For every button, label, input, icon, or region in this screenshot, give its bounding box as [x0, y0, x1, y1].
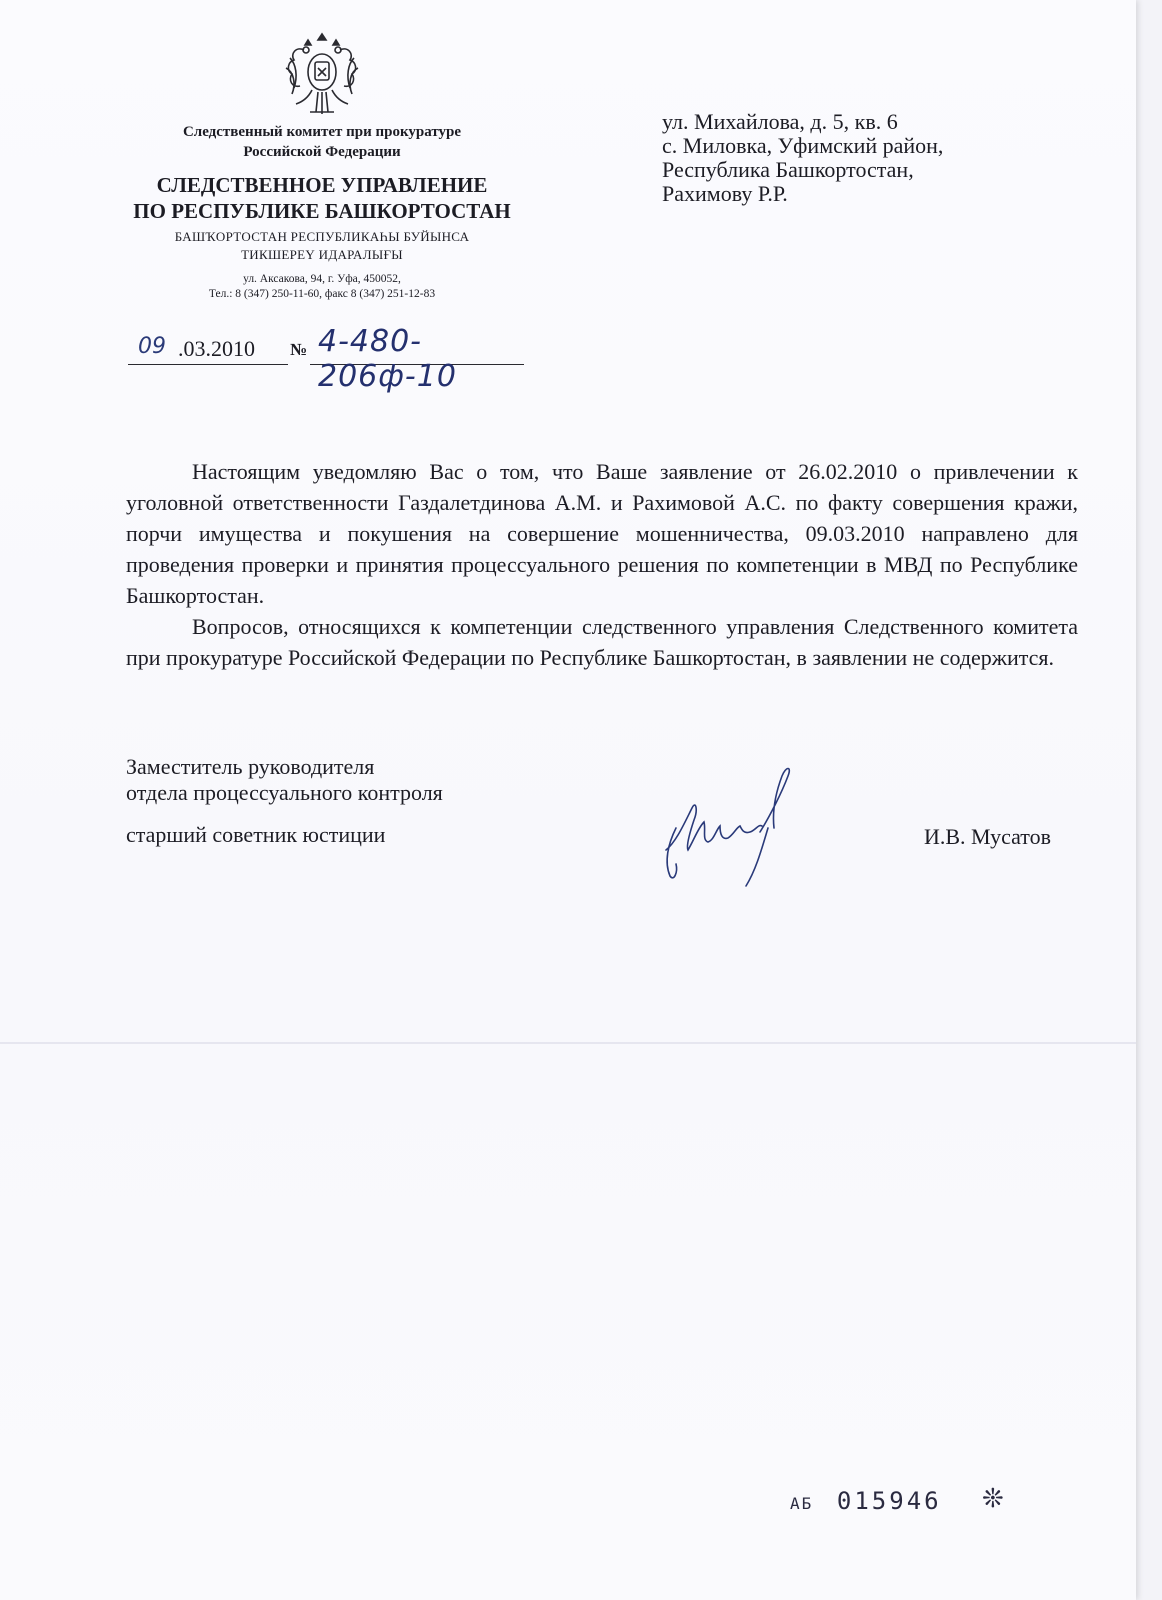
date-handwritten: 09: [138, 334, 166, 359]
sender-phones: Тел.: 8 (347) 250-11-60, факс 8 (347) 251-12-83: [208, 288, 436, 300]
signer-position: [126, 754, 443, 806]
body-paragraph-2: Вопросов, относящихся к компетенции следственного управления Следственного комитета при прокуратуре Российской Федерации по Республике Башкортостан, в заявлении не содержится.: [126, 614, 1078, 670]
body-paragraph-1: Настоящим уведомляю Вас о том, что Ваше заявление от 26.02.2010 о привлечении к уголовной ответственности Газдалетдинова А.М. и Рахимовой А.С. по факту совершения кражи, порчи имущества и покушения на совершение мошенничества, 09.03.2010 направлено для проведения проверки и принятия процессуального решения по компетенции в МВД по Республике Башкортостан.: [126, 459, 1078, 608]
sender-address: ул. Аксакова, 94, г. Уфа, 450052,: [243, 273, 401, 285]
department-heading: [110, 172, 534, 224]
registration-number: [310, 322, 524, 394]
letter-body: [126, 456, 1078, 673]
department-line-1: СЛЕДСТВЕННОЕ УПРАВЛЕНИЕ: [156, 173, 488, 197]
sender-contacts: [120, 272, 524, 302]
addressee-name: Рахимову Р.Р.: [662, 181, 788, 206]
registration-date: [128, 330, 288, 365]
signer-name: И.В. Мусатов: [924, 824, 1052, 849]
committee-name: Следственный комитет при прокуратуре: [182, 124, 462, 140]
serial-number: 015946: [836, 1487, 942, 1515]
number-handwritten: 4-480-206ф-10: [318, 324, 457, 394]
federation-name: Российской Федерации: [243, 144, 401, 160]
addressee-village: с. Миловка, Уфимский район,: [662, 133, 944, 158]
bashkir-line-1: БАШҠОРТОСТАН РЕСПУБЛИКАҺЫ БУЙЫНСА: [174, 229, 470, 244]
signer-rank: старший советник юстиции: [126, 822, 386, 847]
addressee-block: [662, 110, 943, 206]
coat-of-arms-emblem: [282, 28, 362, 120]
signer-position-line-1: Заместитель руководителя: [126, 754, 375, 779]
signer-position-line-2: отдела процессуального контроля: [126, 780, 443, 805]
addressee-republic: Республика Башкортостан,: [662, 157, 914, 182]
form-serial: [790, 1487, 942, 1515]
department-line-2: ПО РЕСПУБЛИКЕ БАШКОРТОСТАН: [133, 199, 511, 223]
handwritten-signature: [660, 758, 810, 898]
bashkir-heading: [120, 228, 524, 264]
bashkir-line-2: ТИКШЕРЕҮ ИДАРАЛЫҒЫ: [241, 247, 403, 262]
serial-series: АБ: [790, 1494, 814, 1513]
committee-heading: [120, 122, 524, 162]
addressee-street: ул. Михайлова, д. 5, кв. 6: [662, 109, 898, 134]
paper-fold: [0, 1042, 1136, 1044]
serial-mark-icon: ❊: [982, 1484, 1004, 1514]
number-sign: №: [290, 340, 308, 359]
date-printed: .03.2010: [178, 336, 255, 361]
